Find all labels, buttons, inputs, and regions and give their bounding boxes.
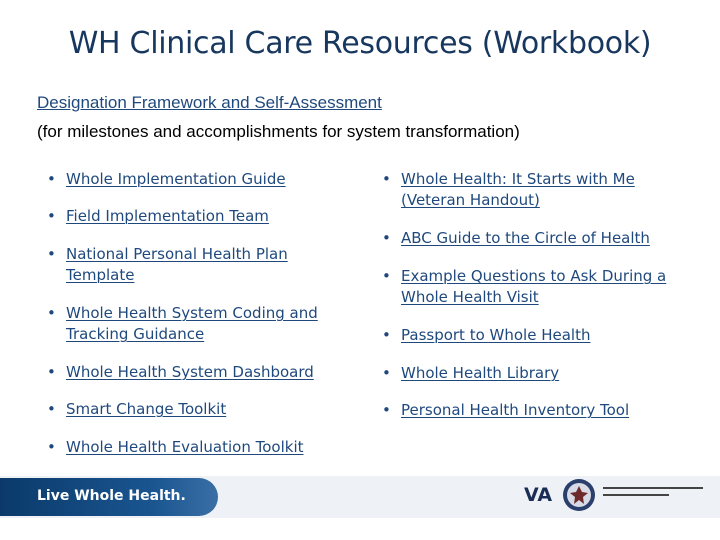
list-item — [47, 303, 351, 345]
resource-link-smart-change-toolkit[interactable]: Smart Change Toolkit — [66, 400, 227, 418]
bullet-icon: • — [382, 326, 391, 344]
bullet-icon: • — [382, 229, 391, 247]
bullet-icon: • — [47, 363, 56, 381]
resource-link-field-implementation-team[interactable]: Field Implementation Team — [66, 207, 269, 225]
list-item — [382, 400, 701, 421]
va-department-wordmark — [603, 487, 703, 501]
resource-link-whole-implementation-guide[interactable]: Whole Implementation Guide — [66, 170, 286, 188]
list-item — [382, 325, 701, 346]
live-whole-health-banner — [0, 478, 218, 516]
resource-link-example-questions[interactable]: Example Questions to Ask During a Whole Health Visit — [401, 267, 667, 306]
resource-link-abc-guide[interactable]: ABC Guide to the Circle of Health — [401, 229, 650, 247]
va-logo: VA — [524, 484, 553, 506]
designation-framework-description: (for milestones and accomplishments for system transformation) — [37, 122, 520, 141]
list-item — [382, 228, 701, 249]
resource-link-whole-health-library[interactable]: Whole Health Library — [401, 364, 560, 382]
bullet-icon: • — [382, 267, 391, 285]
list-item — [382, 363, 701, 384]
list-item — [47, 244, 321, 286]
bullet-icon: • — [47, 207, 56, 225]
resource-link-evaluation-toolkit[interactable]: Whole Health Evaluation Toolkit — [66, 438, 304, 456]
list-item — [382, 169, 696, 211]
resource-link-system-dashboard[interactable]: Whole Health System Dashboard — [66, 363, 314, 381]
bullet-icon: • — [47, 400, 56, 418]
list-item — [47, 206, 336, 227]
bullet-icon: • — [382, 401, 391, 419]
bullet-icon: • — [382, 170, 391, 188]
list-item — [47, 399, 356, 420]
bullet-icon: • — [382, 364, 391, 382]
banner-text: Live Whole Health. — [37, 488, 186, 504]
resource-link-personal-health-plan-template[interactable]: National Personal Health Plan Template — [66, 245, 288, 284]
list-item — [47, 437, 366, 458]
resource-link-it-starts-with-me[interactable]: Whole Health: It Starts with Me (Veteran Handout) — [401, 170, 635, 209]
bullet-icon: • — [47, 438, 56, 456]
resource-link-coding-tracking-guidance[interactable]: Whole Health System Coding and Tracking Guidance — [66, 304, 318, 343]
bullet-icon: • — [47, 304, 56, 322]
list-item — [47, 362, 356, 383]
bullet-icon: • — [47, 170, 56, 188]
designation-framework-link[interactable]: Designation Framework and Self-Assessment — [37, 93, 382, 112]
bullet-icon: • — [47, 245, 56, 263]
list-item — [382, 266, 711, 308]
resource-link-personal-health-inventory[interactable]: Personal Health Inventory Tool — [401, 401, 630, 419]
resource-link-passport[interactable]: Passport to Whole Health — [401, 326, 591, 344]
va-seal-icon — [562, 478, 596, 512]
slide-title: WH Clinical Care Resources (Workbook) — [68, 26, 652, 61]
list-item — [47, 169, 336, 190]
